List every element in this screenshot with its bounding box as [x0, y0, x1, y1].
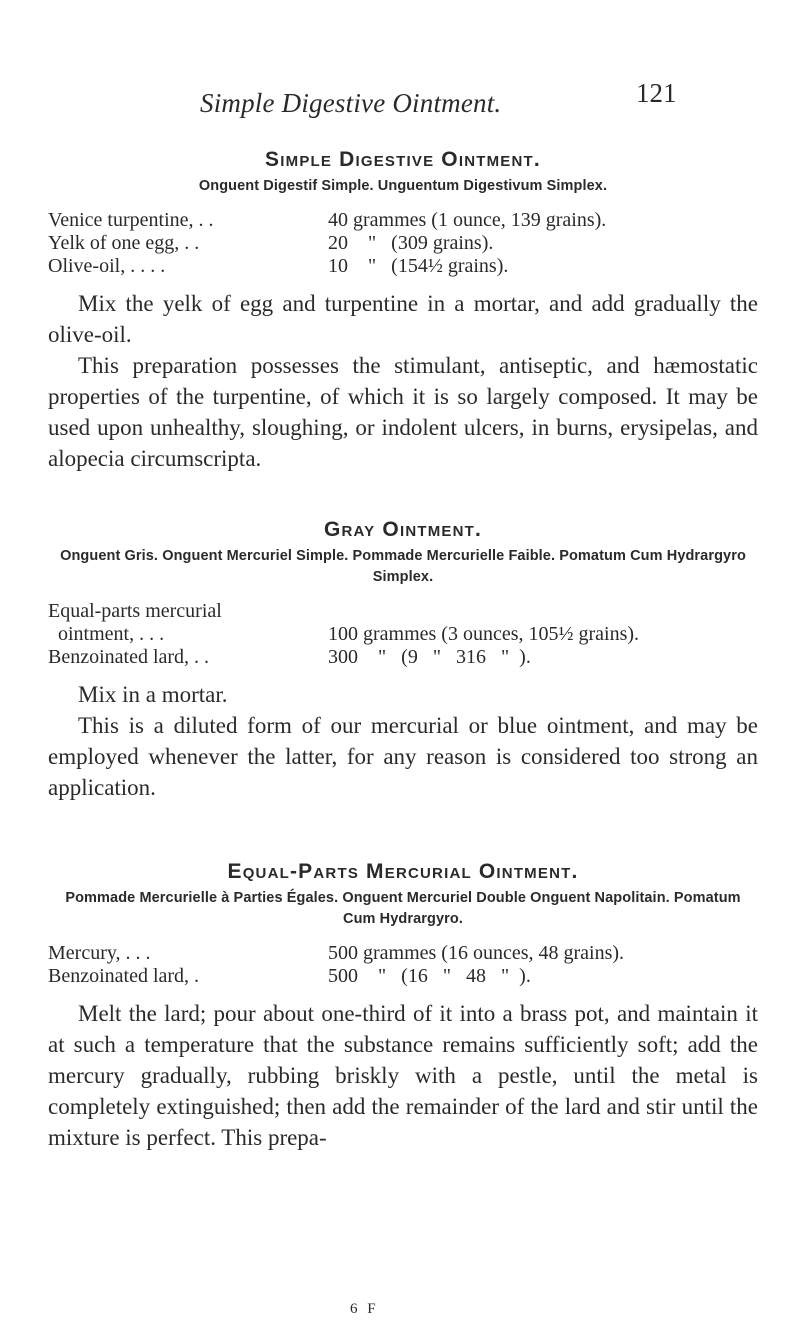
section-heading: Gray Ointment.	[323, 518, 483, 541]
ingredient-row	[48, 600, 758, 646]
ingredient-name: Benzoinated lard, .	[48, 965, 200, 987]
paragraph: Melt the lard; pour about one-third of it into a brass pot, and maintain it at such a temperature that the substance remains sufficiently soft; add the mercury gradually, rubbing briskly with a pestle, until the metal is completely extinguished; then add the remainder of the lard and stir until the mixture is perfect. This prepa-	[48, 1001, 758, 1150]
ingredient-name: Equal-parts mercurial ointment, . . .	[48, 600, 222, 645]
paragraph: Mix in a mortar.	[78, 682, 228, 707]
paragraph: This is a diluted form of our mercurial or blue ointment, and may be employed whenever the latter, for any reason is considered too strong an application.	[48, 713, 758, 800]
ingredient-list	[48, 942, 758, 988]
section-simple-digestive-ointment	[48, 146, 758, 474]
ingredient-name: Mercury, . . .	[48, 942, 151, 964]
ingredient-amount: 300 " (9 " 316 " ).	[328, 646, 531, 668]
ingredient-amount: 100 grammes (3 ounces, 105½ grains).	[328, 623, 640, 645]
running-head	[0, 78, 800, 128]
ingredient-list	[48, 600, 758, 669]
section-equal-parts-mercurial-ointment	[48, 858, 758, 1153]
running-title: Simple Digestive Ointment.	[200, 88, 502, 118]
ingredient-name: Olive-oil, . . . .	[48, 255, 166, 277]
ingredient-list	[48, 209, 758, 278]
synonyms: Onguent Gris. Onguent Mercuriel Simple. Pommade Mercurielle Faible. Pomatum Cum Hydrargyro Simplex.	[60, 548, 746, 585]
ingredient-amount: 500 " (16 " 48 " ).	[328, 965, 531, 987]
page-number: 121	[636, 78, 677, 108]
paragraph: This preparation possesses the stimulant, antiseptic, and hæmostatic properties of the turpentine, of which it is so largely composed. It may be used upon unhealthy, sloughing, or indolent ulcers, in burns, erysipelas, and alopecia circumscripta.	[48, 353, 758, 471]
ingredient-amount: 20 " (309 grains).	[328, 232, 494, 254]
ingredient-row	[48, 942, 758, 965]
ingredient-amount: 10 " (154½ grains).	[328, 255, 509, 277]
ingredient-name: Benzoinated lard, . .	[48, 646, 210, 668]
ingredient-name: Venice turpentine, . .	[48, 209, 214, 231]
section-heading: Simple Digestive Ointment.	[265, 148, 541, 171]
ingredient-row	[48, 232, 758, 255]
ingredient-amount: 500 grammes (16 ounces, 48 grains).	[328, 942, 625, 964]
ingredient-row	[48, 255, 758, 278]
ingredient-row	[48, 965, 758, 988]
ingredient-row	[48, 646, 758, 669]
synonyms: Pommade Mercurielle à Parties Égales. Onguent Mercuriel Double Onguent Napolitain. Pomatum Cum Hydrargyro.	[65, 890, 741, 927]
ingredient-name: Yelk of one egg, . .	[48, 232, 200, 254]
ingredient-amount: 40 grammes (1 ounce, 139 grains).	[328, 209, 607, 231]
synonyms: Onguent Digestif Simple. Unguentum Digestivum Simplex.	[198, 178, 608, 194]
ingredient-row	[48, 209, 758, 232]
section-gray-ointment	[48, 516, 758, 803]
section-heading: Equal-Parts Mercurial Ointment.	[227, 860, 579, 883]
paragraph: Mix the yelk of egg and turpentine in a mortar, and add gradually the olive-oil.	[48, 291, 758, 347]
printer-signature: 6 F	[350, 1301, 379, 1317]
